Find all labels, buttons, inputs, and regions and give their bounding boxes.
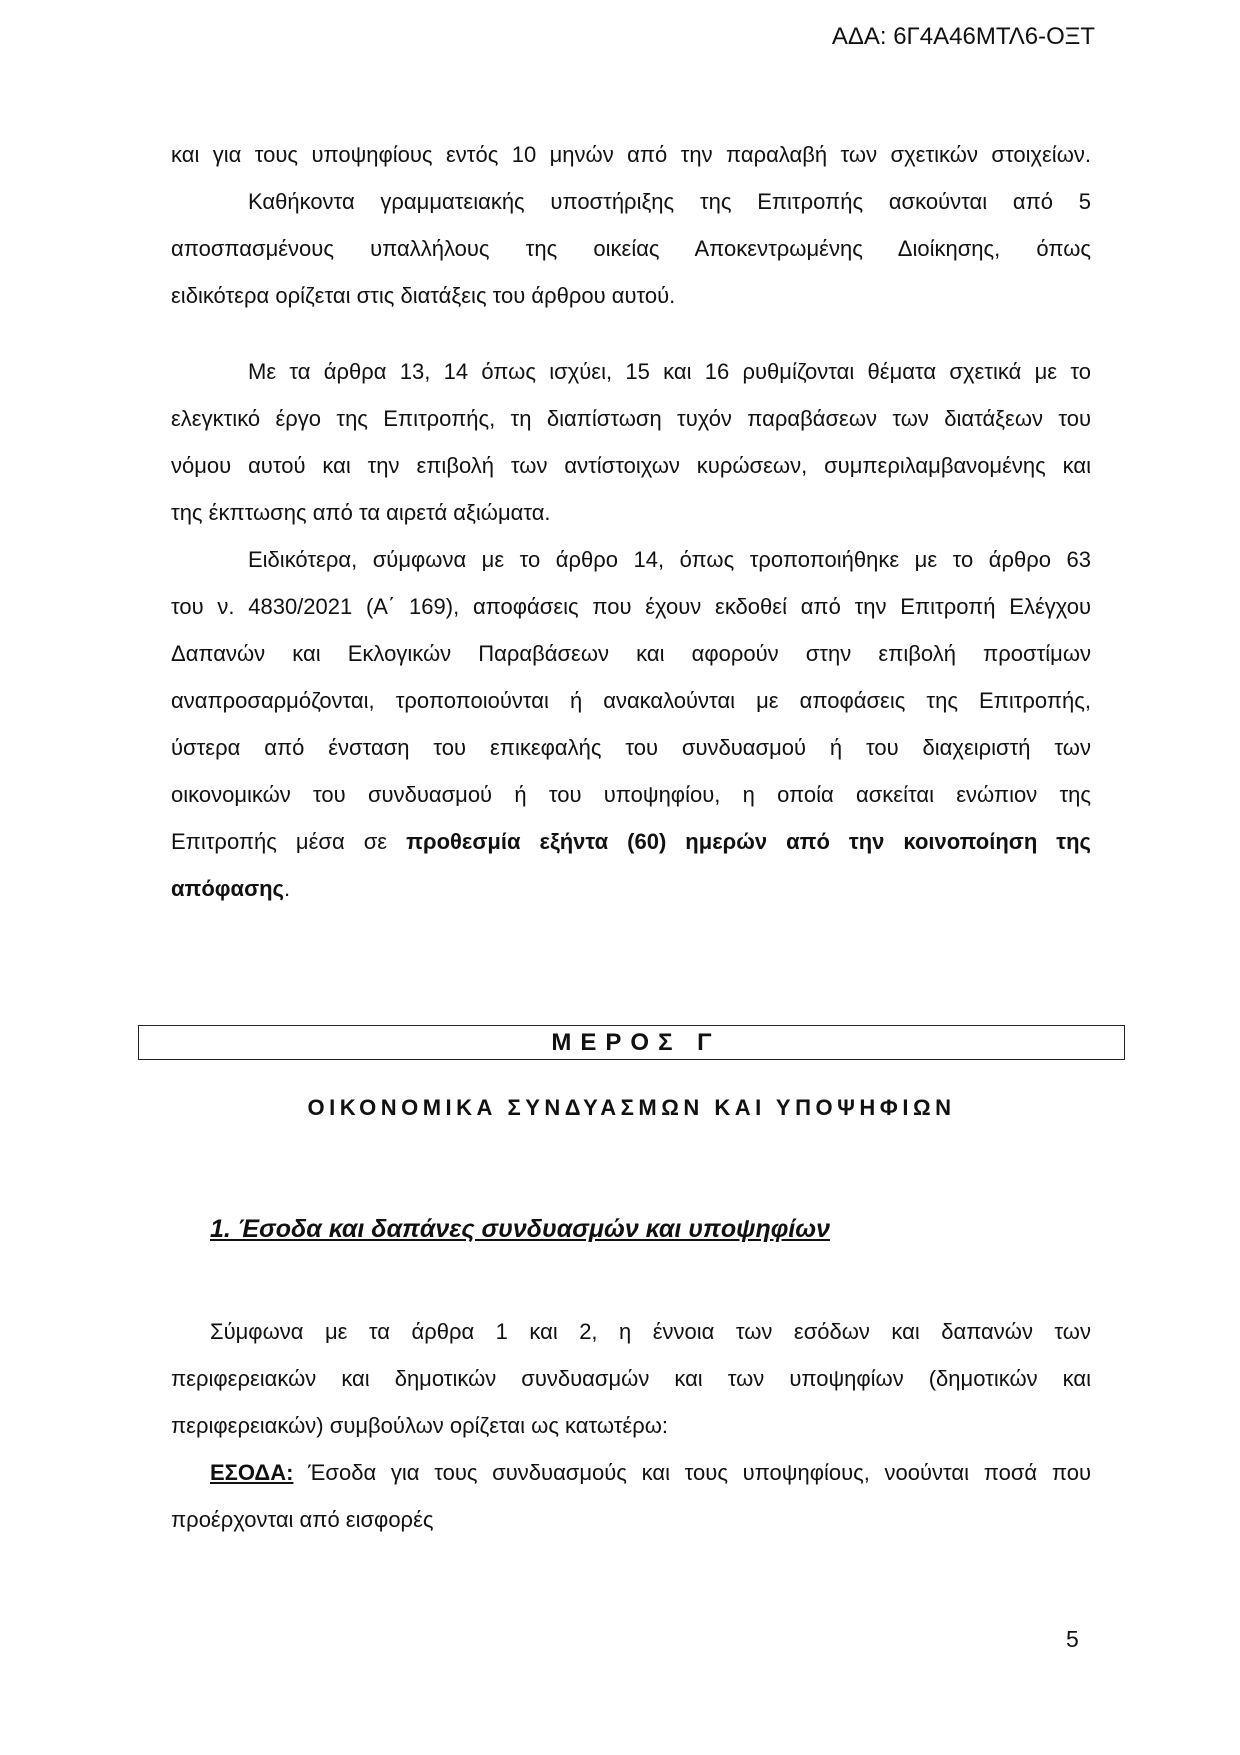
page-number: 5 (1066, 1626, 1079, 1652)
revenue-definition-text: Έσοδα για τους συνδυασμούς και τους υποψηφίους, νοούνται ποσά που (293, 1460, 1091, 1485)
body-line: προέρχονται από εισφορές (171, 1507, 434, 1532)
part-title: ΜΕΡΟΣ Γ (551, 1028, 721, 1056)
section-heading: 1. Έσοδα και δαπάνες συνδυασμών και υποψηφίων (210, 1215, 831, 1243)
text-block-control (171, 348, 1091, 912)
deadline-line (171, 818, 1091, 865)
deadline-line-end (171, 865, 1091, 912)
deadline-period: . (284, 876, 291, 901)
body-line: αναπροσαρμόζονται, τροποποιούνται ή ανακαλούνται με αποφάσεις της Επιτροπής, (171, 688, 1091, 713)
body-line: Ειδικότερα, σύμφωνα με το άρθρο 14, όπως τροποποιήθηκε με το άρθρο 63 (248, 547, 1091, 572)
part-subtitle: ΟΙΚΟΝΟΜΙΚΑ ΣΥΝΔΥΑΣΜΩΝ ΚΑΙ ΥΠΟΨΗΦΙΩΝ (307, 1095, 956, 1120)
body-line: Καθήκοντα γραμματειακής υποστήριξης της Επιτροπής ασκούνται από 5 (248, 189, 1091, 214)
body-line: Με τα άρθρα 13, 14 όπως ισχύει, 15 και 16 ρυθμίζονται θέματα σχετικά με το (248, 359, 1091, 384)
revenue-term: ΕΣΟΔΑ: (210, 1460, 294, 1485)
body-line: οικονομικών του συνδυασμού ή του υποψηφίου, η οποία ασκείται ενώπιον της (171, 782, 1091, 807)
ada-identifier: ΑΔΑ: 6Γ4Α46ΜΤΛ6-ΟΞΤ (831, 23, 1095, 50)
deadline-emphasis-end: απόφασης (171, 876, 284, 901)
text-block-definitions (171, 1308, 1091, 1543)
body-line: νόμου αυτού και την επιβολή των αντίστοιχων κυρώσεων, συμπεριλαμβανομένης και (171, 453, 1091, 478)
body-line: της έκπτωσης από τα αιρετά αξιώματα. (171, 500, 551, 525)
continuation-line: και για τους υποψηφίους εντός 10 μηνών από την παραλαβή των σχετικών στοιχείων. (171, 142, 1091, 167)
body-line: ειδικότερα ορίζεται στις διατάξεις του άρθρου αυτού. (171, 283, 676, 308)
body-line: του ν. 4830/2021 (Α΄ 169), αποφάσεις που έχουν εκδοθεί από την Επιτροπή Ελέγχου (171, 594, 1091, 619)
deadline-emphasis: προθεσμία εξήντα (60) ημερών από την κοινοποίηση της (406, 829, 1091, 854)
body-line: ελεγκτικό έργο της Επιτροπής, τη διαπίστωση τυχόν παραβάσεων των διατάξεων του (171, 406, 1091, 431)
body-line: ύστερα από ένσταση του επικεφαλής του συνδυασμού ή του διαχειριστή των (171, 735, 1091, 760)
body-line: περιφερειακών και δημοτικών συνδυασμών και των υποψηφίων (δημοτικών και (171, 1366, 1091, 1391)
body-line: περιφερειακών) συμβούλων ορίζεται ως κατωτέρω: (171, 1413, 669, 1438)
body-line: Δαπανών και Εκλογικών Παραβάσεων και αφορούν στην επιβολή προστίμων (171, 641, 1091, 666)
text-block-secretariat (171, 131, 1091, 319)
body-line: αποσπασμένους υπαλλήλους της οικείας Αποκεντρωμένης Διοίκησης, όπως (171, 236, 1091, 261)
body-line: Σύμφωνα με τα άρθρα 1 και 2, η έννοια των εσόδων και δαπανών των (210, 1319, 1091, 1344)
deadline-line-start: Επιτροπής μέσα σε (171, 829, 407, 854)
revenue-definition-line (171, 1449, 1091, 1496)
part-title-box (138, 1025, 1125, 1060)
